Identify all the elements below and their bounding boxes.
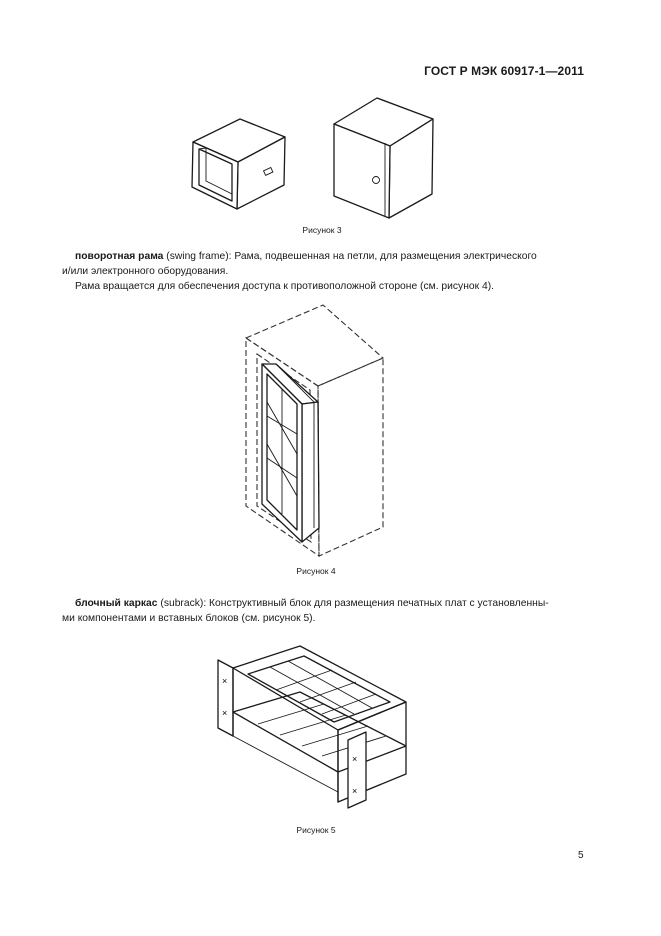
- svg-text:×: ×: [352, 754, 358, 764]
- subrack-text-2: ми компонентами и вставных блоков (см. рисунок 5).: [62, 613, 316, 624]
- swing-frame-text-3: Рама вращается для обеспечения доступа к противоположной стороне (см. рисунок 4).: [75, 281, 494, 292]
- figure-3-closed-box: [330, 96, 438, 220]
- swing-frame-text-1: : Рама, подвешенная на петли, для размещения электрического: [228, 251, 537, 262]
- figure-3-caption: Рисунок 3: [302, 225, 342, 235]
- subrack-definition: [62, 596, 595, 626]
- figure-5-caption: Рисунок 5: [296, 825, 336, 835]
- document-header: ГОСТ Р МЭК 60917-1—2011: [424, 64, 584, 78]
- subrack-text-1: : Конструктивный блок для размещения печатных плат с установленны-: [203, 598, 549, 609]
- swing-frame-text-2: и/или электронного оборудования.: [62, 266, 229, 277]
- svg-text:×: ×: [352, 786, 358, 796]
- term-subrack: блочный каркас: [75, 598, 158, 609]
- svg-text:×: ×: [222, 708, 228, 718]
- figure-4-swing-frame-cabinet: [240, 302, 390, 562]
- figure-5-subrack: [214, 642, 414, 810]
- figure-3-open-box: [190, 115, 290, 210]
- page-number: 5: [578, 850, 584, 861]
- term-subrack-en: (subrack): [160, 598, 204, 609]
- svg-text:×: ×: [222, 676, 228, 686]
- term-swing-frame-en: (swing frame): [166, 251, 229, 262]
- term-swing-frame: поворотная рама: [75, 251, 164, 262]
- figure-4-caption: Рисунок 4: [296, 566, 336, 576]
- swing-frame-definition: [62, 249, 595, 294]
